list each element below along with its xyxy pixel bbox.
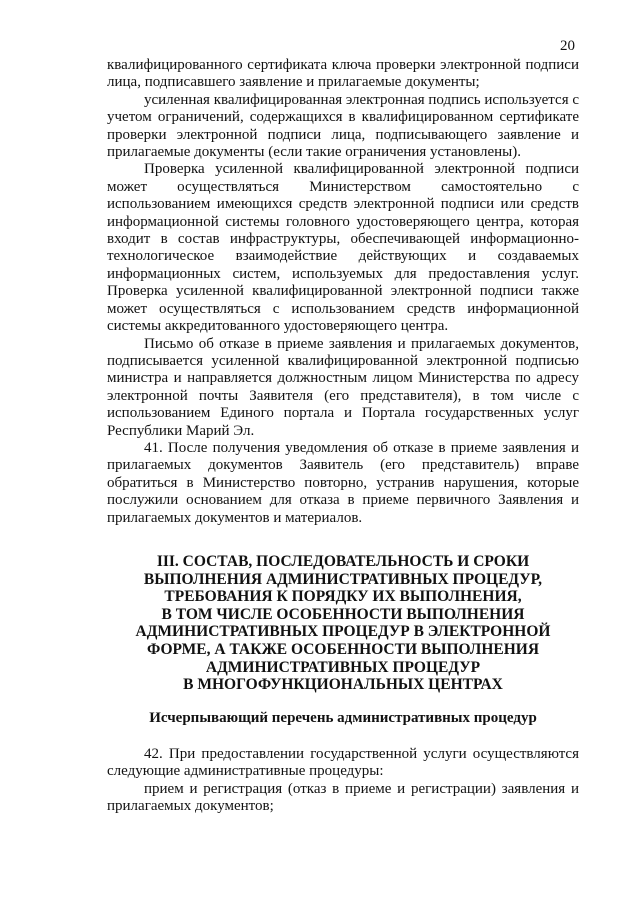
heading-line: В ТОМ ЧИСЛЕ ОСОБЕННОСТИ ВЫПОЛНЕНИЯ (161, 605, 525, 623)
heading-line: ВЫПОЛНЕНИЯ АДМИНИСТРАТИВНЫХ ПРОЦЕДУР, (143, 570, 543, 588)
page-number: 20 (560, 38, 575, 54)
paragraph: прием и регистрация (отказ в приеме и регистрации) заявления и прилагаемых документов; (107, 780, 579, 815)
section-heading (107, 553, 579, 694)
paragraph: Письмо об отказе в приеме заявления и прилагаемых документов, подписывается усиленной квалифицированной электронной подписью министра и направляется должностным лицом Министерства по адресу электронной почты Заявителя (его представителя), в том числе с использованием Единого портала и Портала государственных услуг Республики Марий Эл. (107, 335, 579, 439)
heading-line: АДМИНИСТРАТИВНЫХ ПРОЦЕДУР (205, 658, 481, 676)
heading-line: АДМИНИСТРАТИВНЫХ ПРОЦЕДУР В ЭЛЕКТРОННОЙ (135, 623, 551, 641)
heading-line: ФОРМЕ, А ТАКЖЕ ОСОБЕННОСТИ ВЫПОЛНЕНИЯ (146, 640, 540, 658)
paragraph: квалифицированного сертификата ключа проверки электронной подписи лица, подписавшего заявление и прилагаемые документы; (107, 57, 579, 91)
heading-line: В МНОГОФУНКЦИОНАЛЬНЫХ ЦЕНТРАХ (183, 676, 503, 694)
body-text-bottom (107, 746, 579, 816)
paragraph-41: 41. После получения уведомления об отказе в приеме заявления и прилагаемых документов Заявитель (его представитель) вправе обратиться в Министерство повторно, устранив нарушения, которые послужили основанием для отказа в приеме первичного Заявления и прилагаемых документов и материалов. (107, 439, 579, 526)
body-text-top (107, 57, 579, 527)
paragraph: Проверка усиленной квалифицированной электронной подписи может осуществляться Министерством самостоятельно с использованием имеющихся средств электронной подписи или средств информационной системы головного удостоверяющего центра, которая входит в состав инфраструктуры, обеспечивающей информационно-технологическое взаимодействие действующих и создаваемых информационных систем, используемых для предоставления услуг. Проверка усиленной квалифицированной электронной подписи также может осуществляться с использованием средств информационной системы аккредитованного удостоверяющего центра. (107, 161, 579, 335)
paragraph-42: 42. При предоставлении государственной услуги осуществляются следующие административные процедуры: (107, 746, 579, 780)
subheading: Исчерпывающий перечень административных процедур (149, 710, 537, 726)
heading-line: ТРЕБОВАНИЯ К ПОРЯДКУ ИХ ВЫПОЛНЕНИЯ, (164, 588, 522, 606)
heading-line: III. СОСТАВ, ПОСЛЕДОВАТЕЛЬНОСТЬ И СРОКИ (156, 553, 530, 570)
paragraph: усиленная квалифицированная электронная подпись используется с учетом ограничений, содержащихся в квалифицированном сертификате проверки электронной подписи лица, подписывающего заявление и прилагаемые документы (если такие ограничения установлены). (107, 91, 580, 161)
